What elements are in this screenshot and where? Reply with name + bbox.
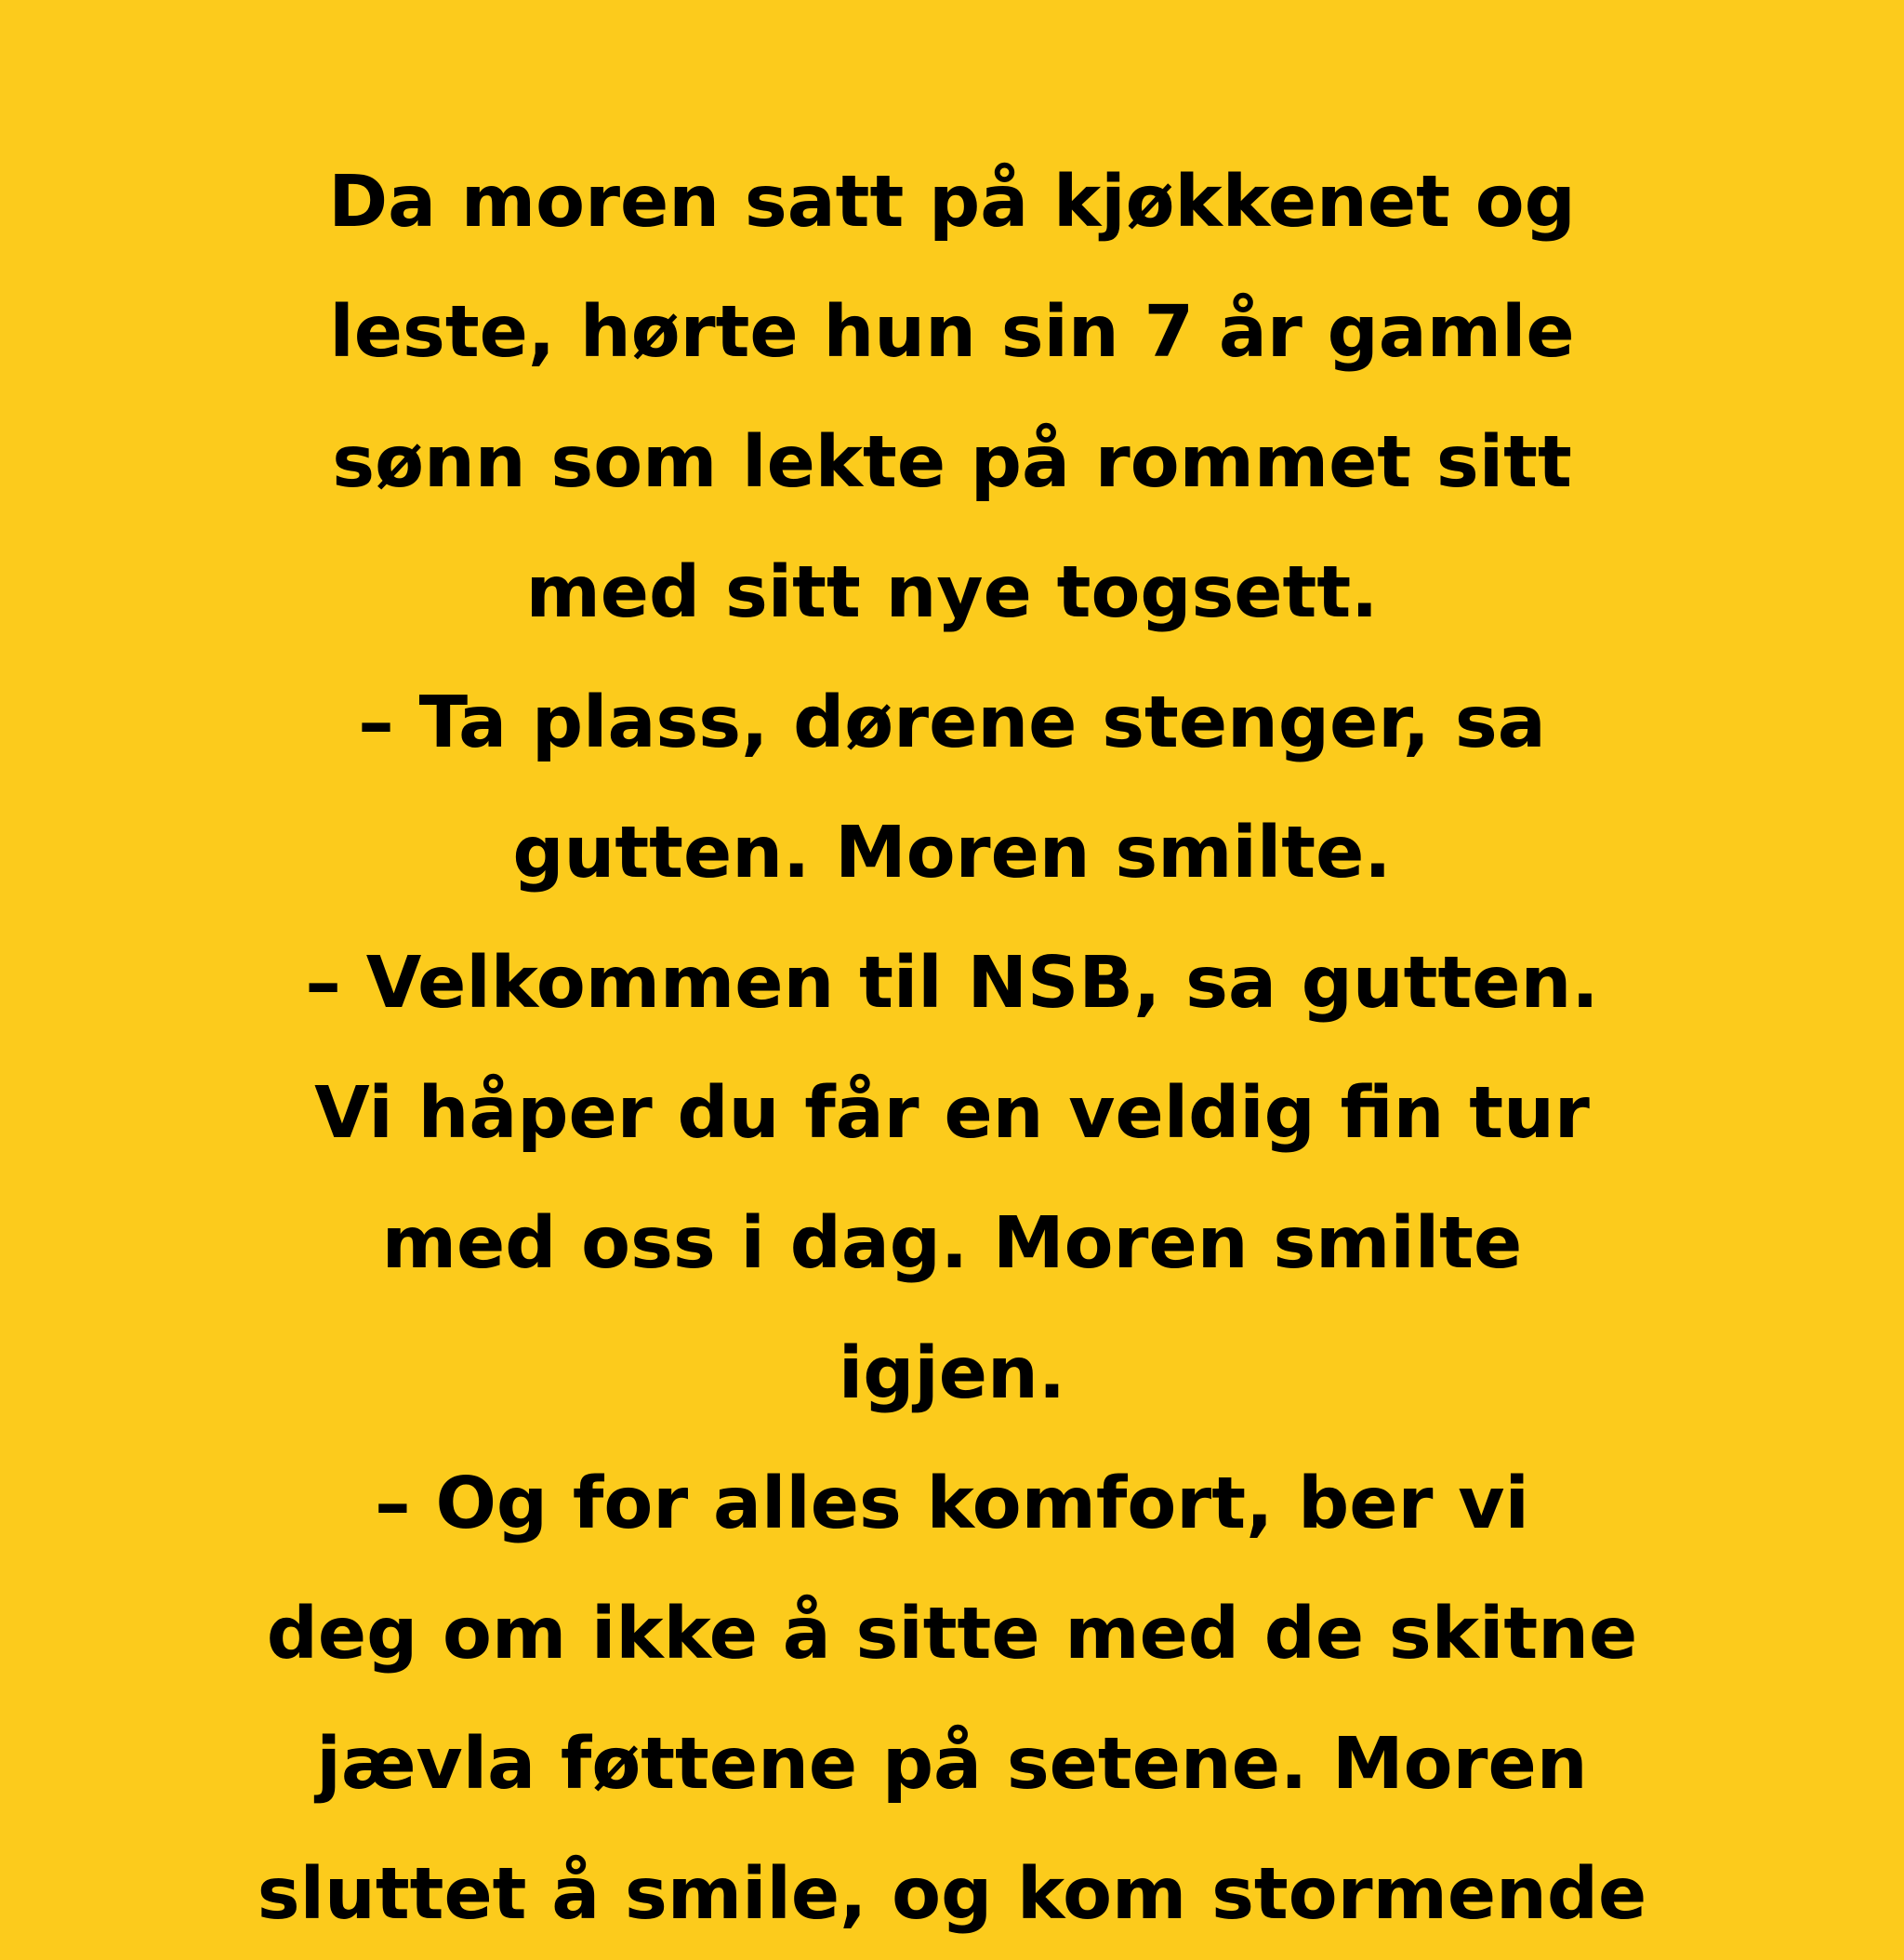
story-line: med oss i dag. Moren smilte <box>381 1202 1523 1285</box>
story-line: – Velkommen til NSB, sa gutten. <box>305 942 1599 1025</box>
story-line: – Og for alles komfort, ber vi <box>375 1463 1529 1545</box>
story-line: sønn som lekte på rommet sitt <box>332 421 1572 504</box>
story-line: gutten. Moren smilte. <box>512 812 1392 894</box>
story-line: Vi håper du får en veldig fin tur <box>314 1072 1590 1155</box>
story-line: – Ta plass, dørene stenger, sa <box>358 682 1546 764</box>
story-line: jævla føttene på setene. Moren <box>316 1723 1588 1806</box>
story-line: deg om ikke å sitte med de skitne <box>266 1593 1638 1675</box>
story-line: igjen. <box>838 1332 1066 1415</box>
story-line: Da moren satt på kjøkkenet og <box>328 161 1576 244</box>
story-line: med sitt nye togsett. <box>525 551 1379 634</box>
story-line: sluttet å smile, og kom stormende <box>257 1853 1647 1936</box>
story-line: leste, hørte hun sin 7 år gamle <box>329 291 1575 374</box>
story-text <box>0 138 1904 1960</box>
